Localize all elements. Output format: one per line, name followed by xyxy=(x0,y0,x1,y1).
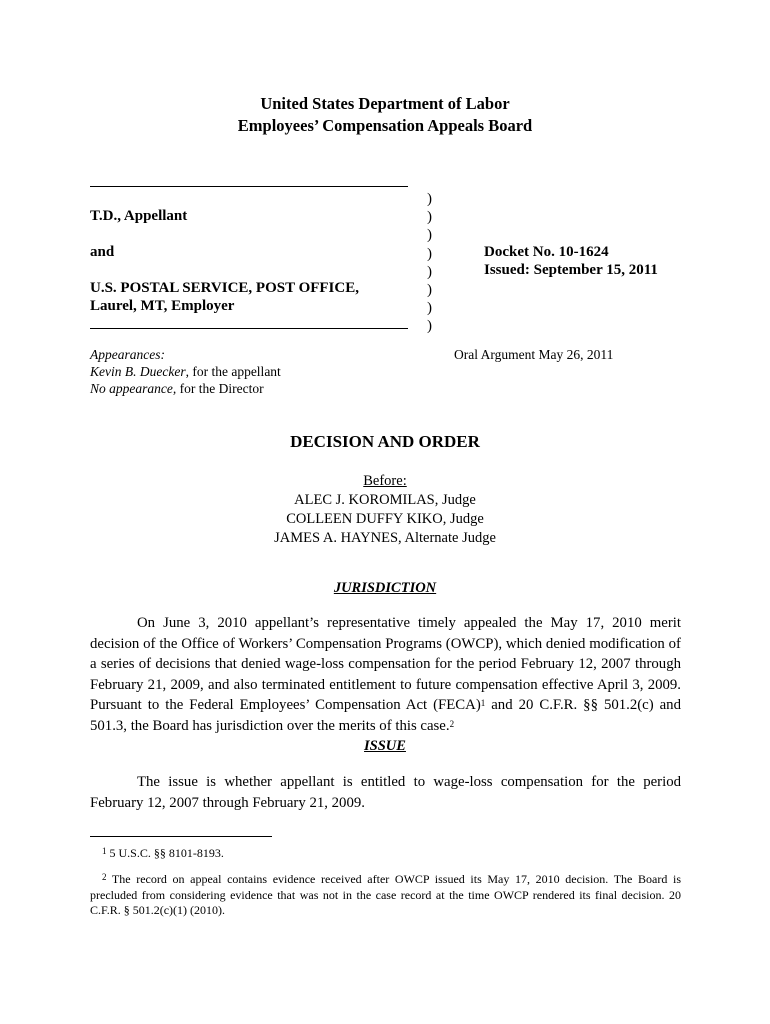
before-label: Before: xyxy=(363,473,407,489)
board-title: Employees’ Compensation Appeals Board xyxy=(237,116,533,135)
appellant-name: T.D., Appellant xyxy=(90,208,188,224)
issued-date: Issued: September 15, 2011 xyxy=(484,262,658,278)
docket-number: Docket No. 10-1624 xyxy=(484,244,609,260)
paren: ) xyxy=(427,300,432,317)
footnote-number: 2 xyxy=(102,872,107,882)
judge-name: COLLEEN DUFFY KIKO, Judge xyxy=(286,511,484,527)
paren: ) xyxy=(427,245,432,262)
footnote-number: 1 xyxy=(102,846,107,856)
paren: ) xyxy=(427,209,432,226)
issue-text: The issue is whether appellant is entitled to wage-loss compensation for the period February 12, 2007 through February 21, 2009. xyxy=(90,774,681,811)
decision-title: DECISION AND ORDER xyxy=(290,432,480,451)
footnote-text: 5 U.S.C. §§ 8101-8193. xyxy=(106,846,224,860)
paren: ) xyxy=(427,191,432,207)
paren: ) xyxy=(427,318,432,335)
issue-heading: ISSUE xyxy=(364,738,406,754)
paren: ) xyxy=(427,263,432,280)
judges-panel xyxy=(0,472,770,548)
footnote-ref-2[interactable]: 2 xyxy=(449,718,455,729)
footnote-ref-1[interactable]: 1 xyxy=(480,698,486,708)
caption-top-rule xyxy=(90,186,408,187)
jurisdiction-text: On June 3, 2010 appellant’s representative timely appealed the May 17, 2010 merit decision of the Office of Workers’ Compensation Programs (OWCP), which denied modification of a series of decisions that denied wage-loss compensation for the period February 12, 2007 through February 21, 2009, and also terminated entitlement to future compensation effective April 3, 2009. Pursuant to the Federal Employees’ Compensation Act (FECA) xyxy=(90,615,681,713)
footnote-1 xyxy=(90,846,681,862)
issue-paragraph xyxy=(90,772,681,813)
docket-block xyxy=(484,243,658,279)
employer-line1: U.S. POSTAL SERVICE, POST OFFICE, xyxy=(90,280,359,296)
footnote-text: The record on appeal contains evidence received after OWCP issued its May 17, 2010 decision. The Board is precluded from considering evidence that was not in the case record at the time OWCP rendered its final decision. 20 C.F.R. § 501.2(c)(1) (2010). xyxy=(90,872,681,917)
paren: ) xyxy=(427,227,432,244)
jurisdiction-paragraph xyxy=(90,613,681,736)
employer-line2: Laurel, MT, Employer xyxy=(90,298,235,314)
caption-bottom-rule xyxy=(90,328,408,329)
appearances-label: Appearances: xyxy=(90,347,165,362)
appellant-counsel-role: , for the appellant xyxy=(185,364,281,379)
employer-block xyxy=(90,279,359,315)
footnote-2 xyxy=(90,872,681,919)
department-title: United States Department of Labor xyxy=(260,94,510,113)
judge-name: JAMES A. HAYNES, Alternate Judge xyxy=(274,530,496,546)
oral-argument-date: Oral Argument May 26, 2011 xyxy=(454,347,614,362)
paren: ) xyxy=(427,281,432,298)
caption-and: and xyxy=(90,244,115,260)
director-appearance: No appearance, xyxy=(90,381,177,396)
director-appearance-role: for the Director xyxy=(176,381,264,396)
judge-name: ALEC J. KOROMILAS, Judge xyxy=(294,492,476,508)
caption-paren-column xyxy=(427,190,439,336)
agency-header xyxy=(0,93,770,137)
jurisdiction-heading: JURISDICTION xyxy=(333,580,437,596)
appearances-block xyxy=(90,346,281,397)
appellant-counsel: Kevin B. Duecker xyxy=(90,364,186,379)
footnote-separator xyxy=(90,836,272,837)
jurisdiction-text-cont: and 20 C.F.R. §§ 501.2(c) and 501.3, the Board has jurisdiction over the merits of this case. xyxy=(90,697,681,734)
